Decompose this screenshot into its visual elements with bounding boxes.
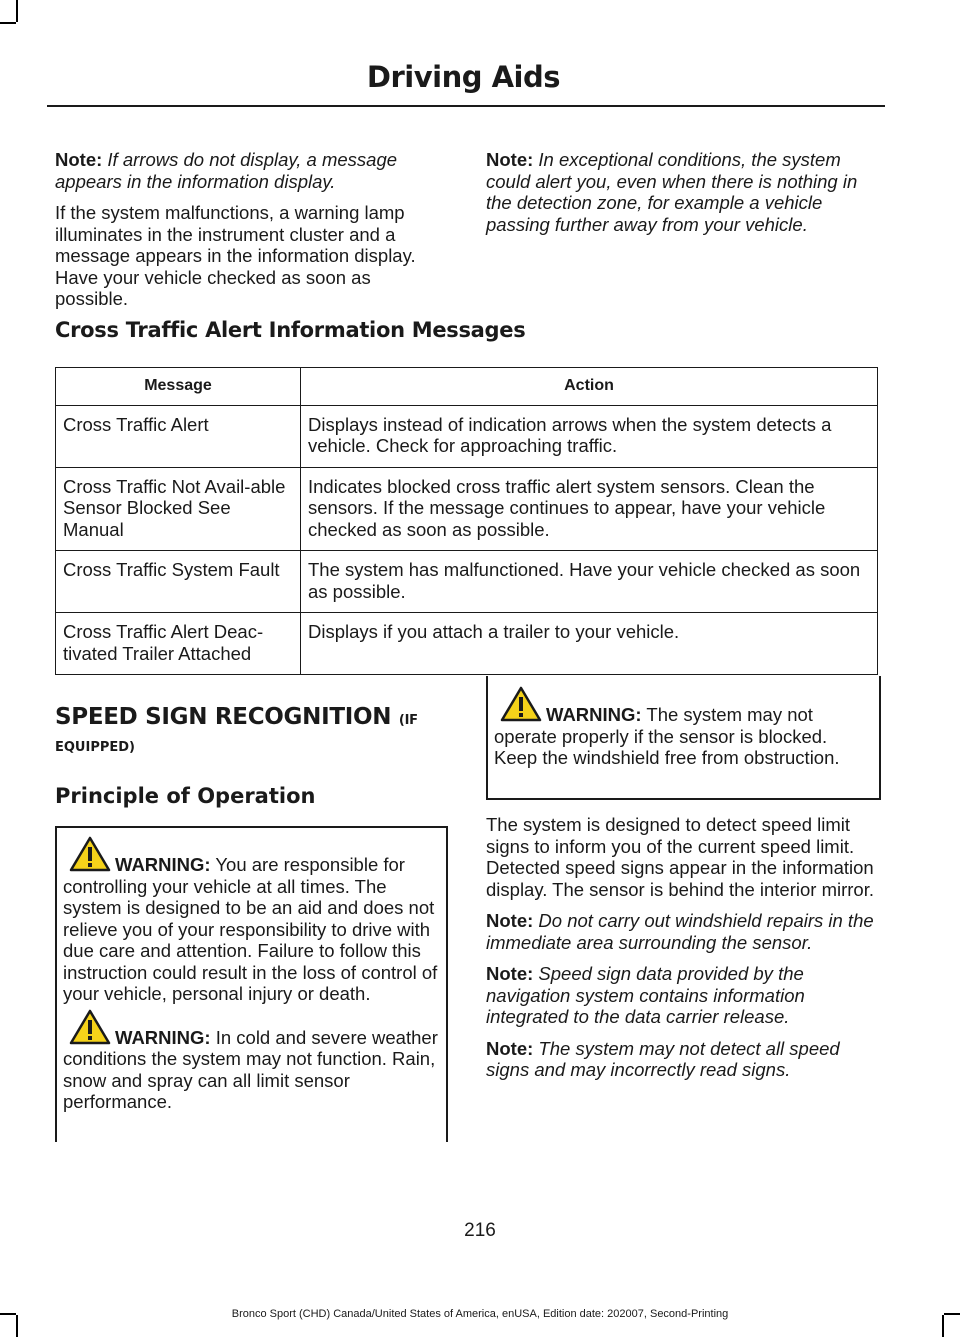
speed-sign-heading-cont: EQUIPPED) — [55, 740, 135, 755]
action-cell: Displays if you attach a trailer to your vehicle. — [301, 613, 878, 675]
table-row — [56, 467, 878, 551]
warning-triangle-icon — [69, 1009, 111, 1045]
table-header-row — [56, 368, 878, 406]
warning-triangle-icon — [69, 836, 111, 872]
note-label: Note: — [55, 149, 103, 170]
note — [55, 149, 447, 192]
action-cell: The system has malfunctioned. Have your vehicle checked as soon as possible. — [301, 551, 878, 613]
principle-heading: Principle of Operation — [55, 784, 316, 808]
right-top-column — [486, 149, 879, 245]
messages-table — [55, 367, 878, 675]
note-text: The system may not detect all speed signs and may incorrectly read signs. — [486, 1037, 840, 1080]
warning-block — [494, 686, 873, 769]
page-footer: Bronco Sport (CHD) Canada/United States of America, enUSA, Edition date: 202007, Second-Printing — [231, 1308, 729, 1320]
crop-mark — [16, 0, 18, 22]
warning-text: You are responsible for controlling your vehicle at all times. The system is designed to be an aid and does not relieve you of your responsibility to drive with due care and attention. Failure to follow this instruction could result in the loss of control of your vehicle, personal injury or death. — [63, 854, 438, 1004]
section-heading: Cross Traffic Alert Information Messages — [55, 318, 526, 342]
note — [486, 1038, 879, 1081]
heading-text: SPEED SIGN RECOGNITION — [55, 704, 392, 730]
warning-box-right — [486, 676, 881, 800]
note-text: Speed sign data provided by the navigation system contains information integrated to the data carrier release. — [486, 963, 805, 1027]
table-row — [56, 551, 878, 613]
right-body-column — [486, 814, 879, 1091]
column-header-message: Message — [56, 368, 301, 406]
warning-label: WARNING: — [115, 1026, 211, 1048]
warning-block — [63, 1009, 440, 1113]
crop-mark — [0, 22, 16, 24]
note — [486, 963, 879, 1028]
table-row — [56, 613, 878, 675]
warning-block — [63, 836, 440, 1005]
left-top-column — [55, 149, 447, 320]
page-header-title: Driving Aids — [366, 60, 560, 94]
warning-text: The system may not operate properly if the sensor is blocked. Keep the windshield free from obstruction. — [494, 704, 840, 768]
body-paragraph: The system is designed to detect speed limit signs to inform you of the current speed limit. Detected speed signs appear in the information display. The sensor is behind the interior mirror. — [486, 814, 874, 900]
column-header-action: Action — [301, 368, 878, 406]
note-label: Note: — [486, 149, 534, 170]
header-divider — [47, 105, 885, 107]
heading-suffix: (IF — [398, 713, 418, 728]
note-text: Do not carry out windshield repairs in the immediate area surrounding the sensor. — [486, 910, 874, 953]
warning-triangle-icon — [500, 686, 542, 722]
message-cell: Cross Traffic Alert — [56, 405, 301, 467]
note — [486, 149, 879, 235]
note-label: Note: — [486, 963, 534, 984]
table-row — [56, 405, 878, 467]
note-label: Note: — [486, 910, 534, 931]
action-cell: Indicates blocked cross traffic alert system sensors. Clean the sensors. If the message continues to appear, have your vehicle checked as soon as possible. — [301, 467, 878, 551]
note-text: If arrows do not display, a message appears in the information display. — [55, 149, 398, 192]
message-cell: Cross Traffic System Fault — [56, 551, 301, 613]
note-text: In exceptional conditions, the system could alert you, even when there is nothing in the detection zone, for example a vehicle passing further away from your vehicle. — [486, 149, 858, 235]
message-cell: Cross Traffic Not Avail-able Sensor Blocked See Manual — [56, 467, 301, 551]
warning-label: WARNING: — [546, 704, 642, 725]
page-number: 216 — [464, 1220, 496, 1241]
warning-label: WARNING: — [115, 854, 211, 875]
note-label: Note: — [486, 1037, 534, 1059]
message-cell: Cross Traffic Alert Deac-tivated Trailer Attached — [56, 613, 301, 675]
warning-box-left — [55, 826, 448, 1142]
warning-text: In cold and severe weather conditions the system may not function. Rain, snow and spray can all limit sensor performance. — [63, 1026, 438, 1112]
body-paragraph: If the system malfunctions, a warning lamp illuminates in the instrument cluster and a message appears in the information display. Have your vehicle checked as soon as possible. — [55, 202, 416, 309]
note — [486, 910, 879, 953]
speed-sign-heading — [55, 704, 418, 730]
action-cell: Displays instead of indication arrows when the system detects a vehicle. Check for approaching traffic. — [301, 405, 878, 467]
